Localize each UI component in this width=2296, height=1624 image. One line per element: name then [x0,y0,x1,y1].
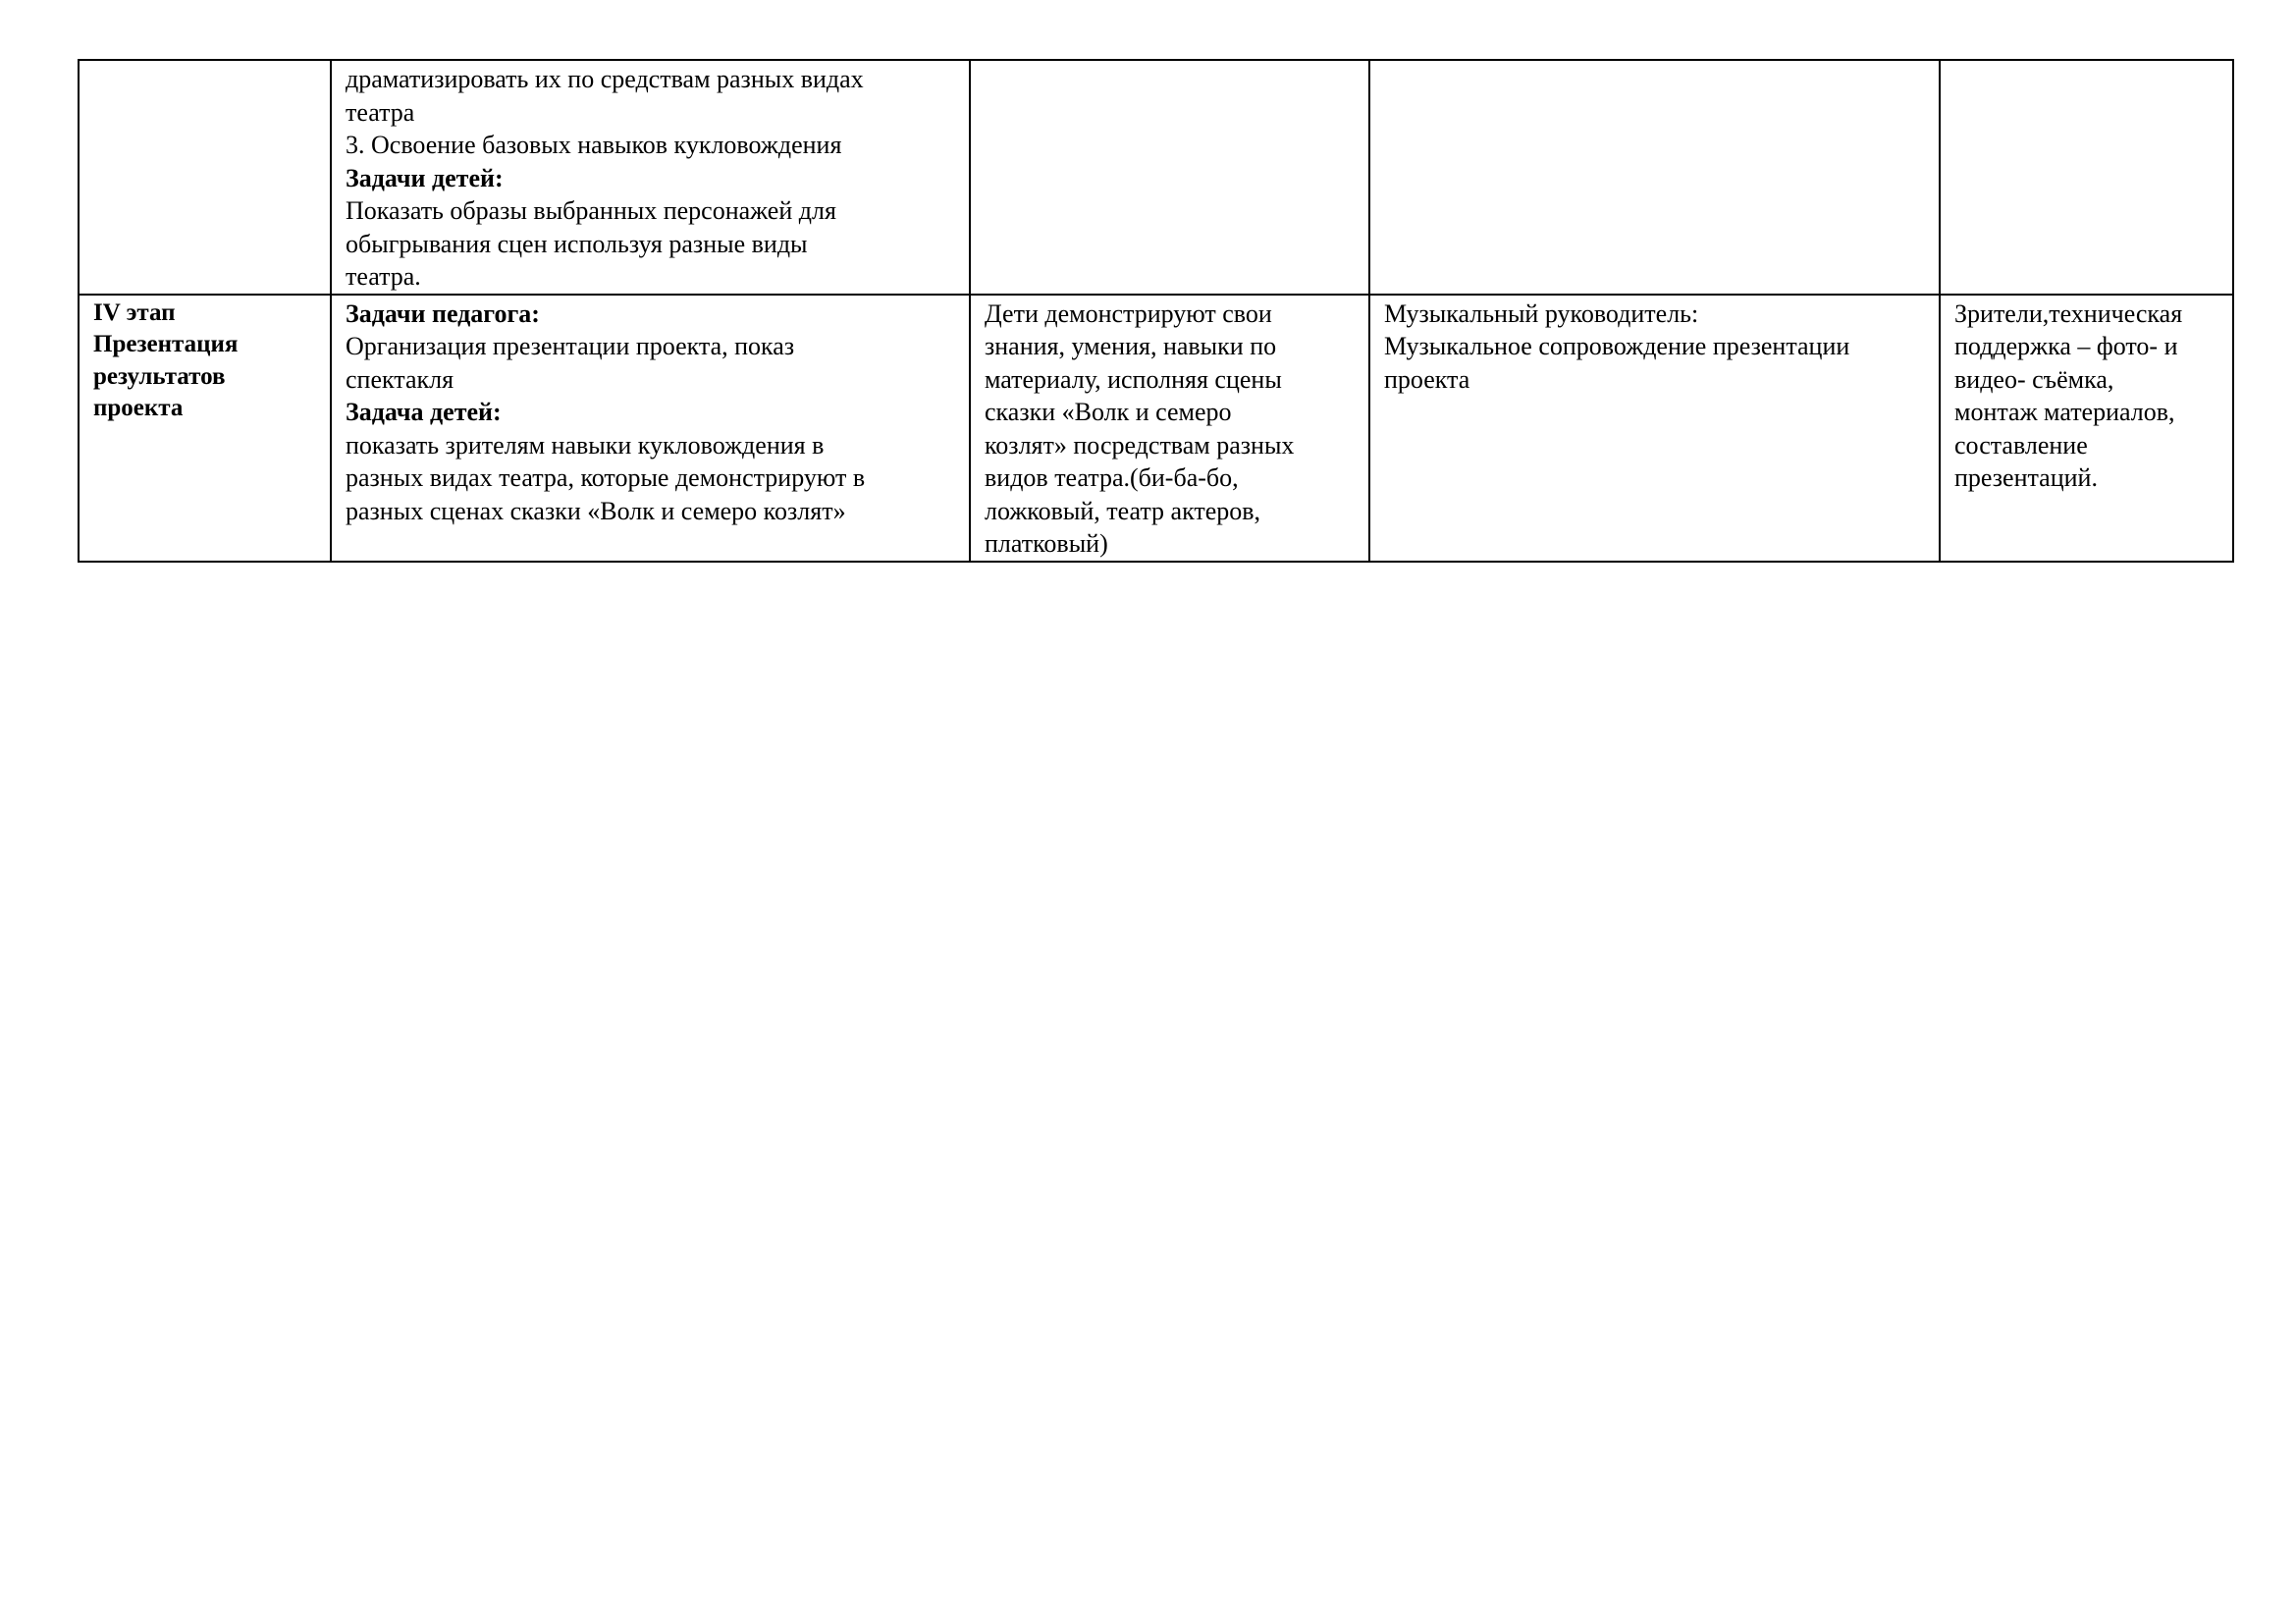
text-line: проекта [1384,364,1470,394]
staff-activity-cell [1369,60,1940,295]
text-line: платковый) [985,529,1108,558]
text-line: составление [1954,430,2088,460]
stage-title: Презентация [93,331,239,357]
tasks-cell [331,295,970,562]
stage-cell [79,295,331,562]
text-line: козлят» посредствам разных [985,430,1295,460]
text-line: презентаций. [1954,463,2098,492]
text-line: Организация презентации проекта, показ [346,332,795,360]
text-line: ложковый, театр актеров, [985,496,1261,525]
tasks-cell [331,60,970,295]
text-line: спектакля [346,364,454,394]
text-line: знания, умения, навыки по [985,332,1277,360]
section-heading: Задача детей: [346,398,502,426]
text-line: монтаж материалов, [1954,398,2175,426]
partners-cell [1940,295,2233,562]
stage-title: результатов [93,362,226,390]
text-line: Дети демонстрируют свои [985,298,1272,328]
text-line: сказки «Волк и семеро [985,398,1232,426]
stage-cell [79,60,331,295]
project-plan-table [78,59,2234,563]
text-line: Показать образы выбранных персонажей для [346,196,836,225]
staff-activity-cell [1369,295,1940,562]
text-line: Музыкальное сопровождение презентации [1384,332,1850,360]
text-line: Музыкальный руководитель: [1384,298,1699,328]
text-line: видов театра.(би-ба-бо, [985,463,1239,492]
table-row [79,295,2233,562]
children-activity-cell [970,60,1369,295]
text-line: обыгрывания сцен используя разные виды [346,229,808,258]
text-line: разных видах театра, которые демонстрируют в [346,463,866,492]
text-line: разных сценах сказки «Волк и семеро козлят» [346,496,846,525]
text-line: поддержка – фото- и [1954,332,2178,360]
children-activity-cell [970,295,1369,562]
partners-cell [1940,60,2233,295]
text-line: театра. [346,262,421,291]
text-line: видео- съёмка, [1954,364,2114,394]
table-row [79,60,2233,295]
text-line: 3. Освоение базовых навыков кукловождения [346,131,842,159]
text-line: Зрители,техническая [1954,298,2183,328]
text-line: театра [346,97,415,127]
text-line: драматизировать их по средствам разных видах [346,65,864,93]
section-heading: Задачи детей: [346,163,504,192]
section-heading: Задачи педагога: [346,298,540,328]
stage-title: проекта [93,395,184,421]
stage-title: IV этап [93,298,176,326]
text-line: показать зрителям навыки кукловождения в [346,430,825,460]
text-line: материалу, исполняя сцены [985,364,1282,394]
